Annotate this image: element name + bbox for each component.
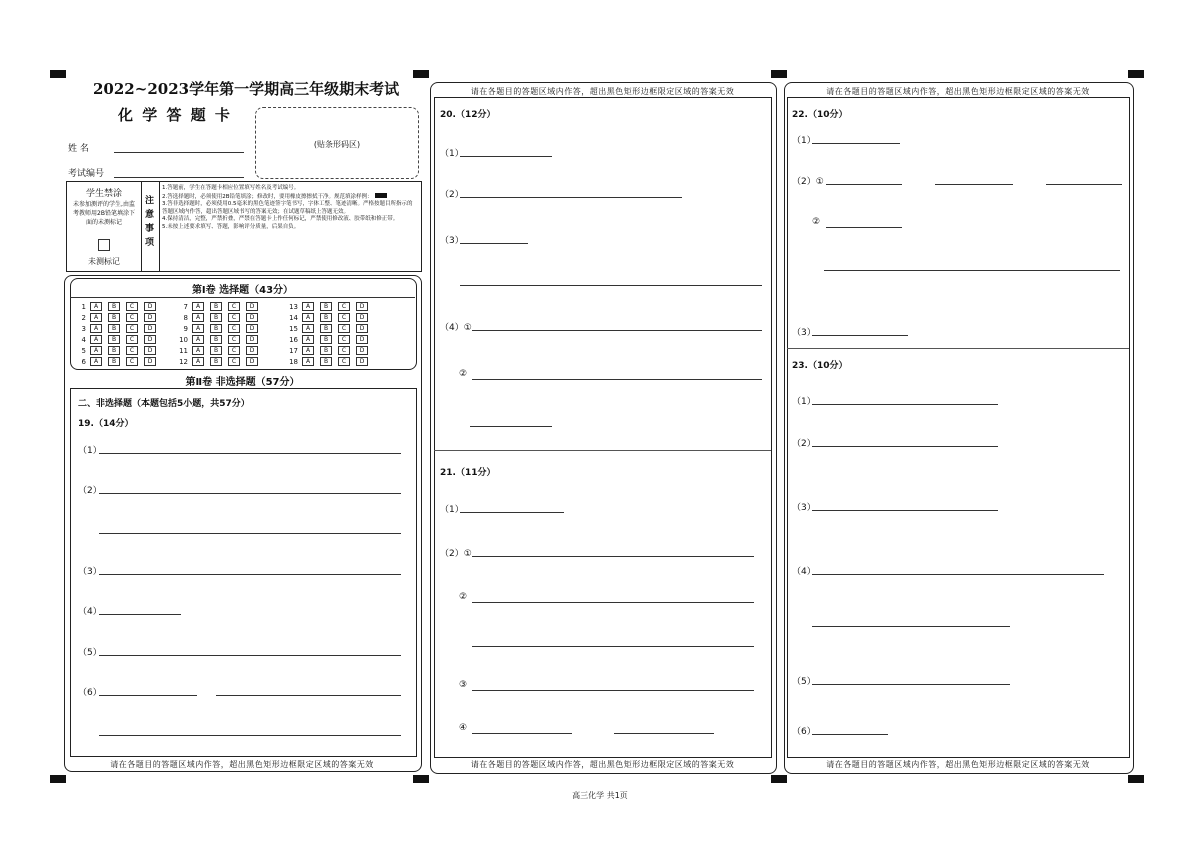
answer-line[interactable] <box>812 446 998 447</box>
note-item: 5.未按上述要求填写、答题，影响评分质量，后果自负。 <box>162 223 300 230</box>
mc-option-bubble[interactable]: D <box>246 346 258 355</box>
mc-option-bubble[interactable]: D <box>356 357 368 366</box>
mc-option-bubble[interactable]: D <box>356 324 368 333</box>
notes-title: 注意事项 <box>145 196 155 248</box>
answer-line[interactable] <box>99 574 401 575</box>
q20-part: （1） <box>440 149 464 159</box>
forbid-panel <box>67 182 142 271</box>
q21-title: 21.（11分） <box>440 468 496 478</box>
mc-question-row <box>176 357 264 366</box>
mc-option-bubble[interactable]: D <box>356 302 368 311</box>
q19-part: （5） <box>78 648 102 658</box>
q20-part: （3） <box>440 236 464 246</box>
q19-part: （6） <box>78 688 102 698</box>
q22-part: （2）① <box>792 177 824 187</box>
answer-line[interactable] <box>460 285 762 286</box>
mc-option-bubble[interactable]: A <box>90 324 102 333</box>
answer-line[interactable] <box>812 143 900 144</box>
mc-option-bubble[interactable]: C <box>338 346 350 355</box>
answer-line[interactable] <box>812 574 1104 575</box>
exam-no-field[interactable] <box>114 177 244 178</box>
mc-question-number: 8 <box>183 313 188 322</box>
mc-option-bubble[interactable]: D <box>144 346 156 355</box>
answer-area-19 <box>70 388 417 757</box>
mc-option-bubble[interactable]: A <box>302 302 314 311</box>
absent-label: 未测标记 <box>88 257 120 266</box>
answer-line[interactable] <box>812 335 908 336</box>
q19-part: （2） <box>78 486 102 496</box>
notes-list <box>162 185 417 232</box>
mc-option-bubble[interactable]: C <box>228 313 240 322</box>
fill-sample-icon <box>375 193 387 198</box>
instructions-box <box>66 181 422 272</box>
mc-option-bubble[interactable]: D <box>144 324 156 333</box>
mc-question-row <box>286 335 374 344</box>
mc-question-number: 15 <box>289 324 298 333</box>
barcode-label: (贴条形码区) <box>313 140 361 149</box>
answer-line[interactable] <box>472 646 754 647</box>
answer-line[interactable] <box>99 493 401 494</box>
mc-question-number: 17 <box>289 346 298 355</box>
absent-checkbox[interactable] <box>98 239 110 251</box>
mc-question-row <box>74 346 162 355</box>
answer-line[interactable] <box>472 733 572 734</box>
mc-option-bubble[interactable]: D <box>356 335 368 344</box>
mc-option-bubble[interactable]: D <box>144 302 156 311</box>
q21-part: ③ <box>459 680 468 690</box>
exam-title: 2022~2023学年第一学期高三年级期末考试 <box>93 80 400 98</box>
mc-question-row <box>286 302 374 311</box>
mc-question-row <box>286 313 374 322</box>
mc-option-bubble[interactable]: B <box>108 335 120 344</box>
mc-question-row <box>176 335 264 344</box>
mc-question-number: 1 <box>81 302 86 311</box>
answer-line[interactable] <box>99 533 401 534</box>
answer-line[interactable] <box>99 735 401 736</box>
answer-line[interactable] <box>460 156 552 157</box>
mc-question-row <box>286 324 374 333</box>
mc-option-bubble[interactable]: B <box>108 346 120 355</box>
q22-title: 22.（10分） <box>792 110 848 120</box>
mc-option-bubble[interactable]: B <box>210 302 222 311</box>
mc-option-bubble[interactable]: B <box>108 324 120 333</box>
answer-line[interactable] <box>472 379 762 380</box>
answer-line[interactable] <box>460 243 528 244</box>
answer-line[interactable] <box>460 512 564 513</box>
q21-part: （2）① <box>440 549 472 559</box>
q23-title: 23.（10分） <box>792 361 848 371</box>
mc-option-bubble[interactable]: A <box>192 324 204 333</box>
mc-question-number: 16 <box>289 335 298 344</box>
mc-option-bubble[interactable]: A <box>192 357 204 366</box>
registration-mark <box>771 70 787 78</box>
answer-line[interactable] <box>472 602 754 603</box>
mc-option-bubble[interactable]: B <box>320 313 332 322</box>
mc-question-number: 2 <box>81 313 86 322</box>
mc-option-bubble[interactable]: C <box>338 302 350 311</box>
mc-option-bubble[interactable]: D <box>246 324 258 333</box>
mc-question-number: 12 <box>179 357 188 366</box>
answer-line[interactable] <box>826 227 902 228</box>
answer-line[interactable] <box>472 330 762 331</box>
note-item: 4.保持清洁，完整，严禁折叠，严禁在答题卡上作任何标记，严禁使用修改液、胶带纸和修正带。 <box>162 216 399 223</box>
answer-line[interactable] <box>1046 184 1122 185</box>
mc-option-bubble[interactable]: D <box>246 313 258 322</box>
mc-question-number: 14 <box>289 313 298 322</box>
answer-line[interactable] <box>99 453 401 454</box>
notes-title-cell <box>141 182 160 271</box>
note-item: 1.答题前，学生在答题卡相应位置填写姓名及考试编号。 <box>162 185 300 191</box>
answer-line[interactable] <box>614 733 714 734</box>
mc-option-bubble[interactable]: A <box>192 302 204 311</box>
answer-line[interactable] <box>99 695 197 696</box>
answer-line[interactable] <box>812 734 888 735</box>
mc-question-number: 7 <box>183 302 188 311</box>
name-field[interactable] <box>114 152 244 153</box>
mc-question-number: 5 <box>81 346 86 355</box>
mc-question-number: 3 <box>81 324 86 333</box>
q23-part: （2） <box>792 439 816 449</box>
mc-option-bubble[interactable]: C <box>228 335 240 344</box>
answer-line[interactable] <box>99 614 181 615</box>
q22-part: ② <box>812 217 821 227</box>
q19-part: （1） <box>78 446 102 456</box>
mc-option-bubble[interactable]: D <box>144 313 156 322</box>
mc-option-bubble[interactable]: C <box>228 357 240 366</box>
name-label: 姓 名 <box>68 144 89 154</box>
mc-question-number: 4 <box>81 335 86 344</box>
mc-option-bubble[interactable]: A <box>302 346 314 355</box>
q20-part: （4）① <box>440 323 472 333</box>
registration-mark <box>50 775 66 783</box>
area-warning: 请在各题目的答题区域内作答，超出黑色矩形边框限定区域的答案无效 <box>110 760 374 769</box>
mc-option-bubble[interactable]: B <box>320 335 332 344</box>
mc-option-bubble[interactable]: A <box>302 324 314 333</box>
mc-option-bubble[interactable]: B <box>210 346 222 355</box>
mc-option-bubble[interactable]: B <box>320 357 332 366</box>
mc-option-bubble[interactable]: C <box>338 357 350 366</box>
mc-option-bubble[interactable]: A <box>302 313 314 322</box>
exam-no-label: 考试编号 <box>68 169 105 179</box>
q23-part: （6） <box>792 727 816 737</box>
q22-part: （1） <box>792 136 816 146</box>
mc-option-bubble[interactable]: C <box>228 346 240 355</box>
q19-title: 19.（14分） <box>78 419 134 429</box>
mc-option-bubble[interactable]: C <box>228 302 240 311</box>
answer-line[interactable] <box>824 270 1120 271</box>
answer-line[interactable] <box>812 684 1010 685</box>
mc-option-bubble[interactable]: C <box>126 335 138 344</box>
q19-part: （4） <box>78 607 102 617</box>
q21-part: ② <box>459 592 468 602</box>
q23-part: （1） <box>792 397 816 407</box>
mc-option-bubble[interactable]: C <box>228 324 240 333</box>
q19-part: （3） <box>78 567 102 577</box>
mc-option-bubble[interactable]: C <box>126 324 138 333</box>
divider <box>70 297 415 298</box>
mc-question-row <box>176 346 264 355</box>
mc-question-row <box>74 324 162 333</box>
q21-part: （1） <box>440 505 464 515</box>
mc-option-bubble[interactable]: A <box>192 313 204 322</box>
area-warning: 请在各题目的答题区域内作答，超出黑色矩形边框限定区域的答案无效 <box>826 760 1090 769</box>
q20-part: ② <box>459 369 468 379</box>
mc-option-bubble[interactable]: C <box>126 357 138 366</box>
mc-option-bubble[interactable]: C <box>126 346 138 355</box>
mc-question-row <box>286 357 374 366</box>
mc-option-bubble[interactable]: B <box>210 357 222 366</box>
mc-option-bubble[interactable]: A <box>90 335 102 344</box>
q23-part: （3） <box>792 503 816 513</box>
area-warning: 请在各题目的答题区域内作答，超出黑色矩形边框限定区域的答案无效 <box>826 87 1090 96</box>
mc-option-bubble[interactable]: B <box>320 324 332 333</box>
registration-mark <box>1128 70 1144 78</box>
mc-question-number: 9 <box>183 324 188 333</box>
answer-line[interactable] <box>470 426 552 427</box>
mc-option-bubble[interactable]: D <box>144 335 156 344</box>
mc-question-number: 18 <box>289 357 298 366</box>
answer-line[interactable] <box>935 184 1013 185</box>
divider <box>434 450 771 451</box>
mc-option-bubble[interactable]: B <box>210 335 222 344</box>
barcode-area <box>255 107 419 179</box>
mc-question-number: 11 <box>179 346 188 355</box>
divider <box>787 348 1129 349</box>
area-warning: 请在各题目的答题区域内作答，超出黑色矩形边框限定区域的答案无效 <box>470 87 735 96</box>
mc-question-number: 13 <box>289 302 298 311</box>
answer-line[interactable] <box>99 655 401 656</box>
q20-title: 20.（12分） <box>440 110 496 120</box>
mc-option-bubble[interactable]: B <box>108 357 120 366</box>
mc-option-bubble[interactable]: A <box>90 313 102 322</box>
mc-option-bubble[interactable]: D <box>246 357 258 366</box>
note-item: 2.答选择题时，必须使用2B铅笔填涂；修改时，要用橡皮擦擦拭干净。规范填涂样例： <box>162 193 417 202</box>
mc-question-number: 6 <box>81 357 86 366</box>
mc-option-bubble[interactable]: A <box>302 335 314 344</box>
mc-question-number: 10 <box>179 335 188 344</box>
forbid-text: 未参加测评的学生,由监考教师用2B铅笔填涂下面的未测标记 <box>73 201 135 226</box>
card-title: 化 学 答 题 卡 <box>118 106 232 124</box>
q21-part: ④ <box>459 723 468 733</box>
nonmc-header: 二、非选择题（本题包括5小题，共57分） <box>78 399 250 409</box>
answer-line[interactable] <box>812 510 998 511</box>
page-footer: 高三化学 共1页 <box>572 791 628 800</box>
q23-part: （5） <box>792 677 816 687</box>
mc-option-bubble[interactable]: D <box>356 313 368 322</box>
mc-option-bubble[interactable]: A <box>90 346 102 355</box>
q22-part: （3） <box>792 328 816 338</box>
mc-option-bubble[interactable]: C <box>338 313 350 322</box>
mc-question-row <box>176 324 264 333</box>
mc-option-bubble[interactable]: A <box>192 335 204 344</box>
mc-option-bubble[interactable]: C <box>126 302 138 311</box>
answer-area-22-23 <box>787 97 1130 758</box>
mc-option-bubble[interactable]: D <box>356 346 368 355</box>
answer-line[interactable] <box>460 197 682 198</box>
mc-option-bubble[interactable]: B <box>210 324 222 333</box>
mc-option-bubble[interactable]: D <box>246 335 258 344</box>
answer-line[interactable] <box>812 404 998 405</box>
q23-part: （4） <box>792 567 816 577</box>
mc-question-row <box>74 302 162 311</box>
area-warning: 请在各题目的答题区域内作答，超出黑色矩形边框限定区域的答案无效 <box>470 760 735 769</box>
mc-option-bubble[interactable]: B <box>210 313 222 322</box>
mc-question-row <box>176 302 264 311</box>
mc-question-row <box>286 346 374 355</box>
mc-question-row <box>176 313 264 322</box>
mc-option-bubble[interactable]: B <box>108 313 120 322</box>
registration-mark <box>1128 775 1144 783</box>
mc-option-bubble[interactable]: A <box>90 357 102 366</box>
registration-mark <box>771 775 787 783</box>
registration-mark <box>413 775 429 783</box>
mc-option-bubble[interactable]: B <box>320 302 332 311</box>
section2-title: 第Ⅱ卷 非选择题（57分） <box>185 377 300 388</box>
answer-line[interactable] <box>472 690 754 691</box>
mc-option-bubble[interactable]: D <box>246 302 258 311</box>
registration-mark <box>413 70 429 78</box>
q20-part: （2） <box>440 190 464 200</box>
registration-mark <box>50 70 66 78</box>
note-item: 3.答非选择题时，必须使用0.5毫米的黑色笔迹签字笔书写，字体工整、笔迹清晰。严格按题目所指示的答题区域内作答，超出答题区域书写的答案无效；在试题草稿纸上答题无效。 <box>162 201 413 215</box>
mc-question-row <box>74 335 162 344</box>
mc-option-bubble[interactable]: C <box>338 335 350 344</box>
mc-option-bubble[interactable]: D <box>144 357 156 366</box>
mc-option-bubble[interactable]: A <box>302 357 314 366</box>
forbid-title: 学生禁涂 <box>85 189 122 199</box>
mc-option-bubble[interactable]: C <box>338 324 350 333</box>
mc-option-bubble[interactable]: B <box>108 302 120 311</box>
mc-option-bubble[interactable]: B <box>320 346 332 355</box>
mc-option-bubble[interactable]: C <box>126 313 138 322</box>
mc-question-row <box>74 357 162 366</box>
answer-line[interactable] <box>812 626 1010 627</box>
answer-line[interactable] <box>216 695 401 696</box>
mc-option-bubble[interactable]: A <box>90 302 102 311</box>
mc-option-bubble[interactable]: A <box>192 346 204 355</box>
section1-title: 第Ⅰ卷 选择题（43分） <box>191 285 294 296</box>
answer-line[interactable] <box>826 184 902 185</box>
answer-line[interactable] <box>472 556 754 557</box>
mc-question-row <box>74 313 162 322</box>
